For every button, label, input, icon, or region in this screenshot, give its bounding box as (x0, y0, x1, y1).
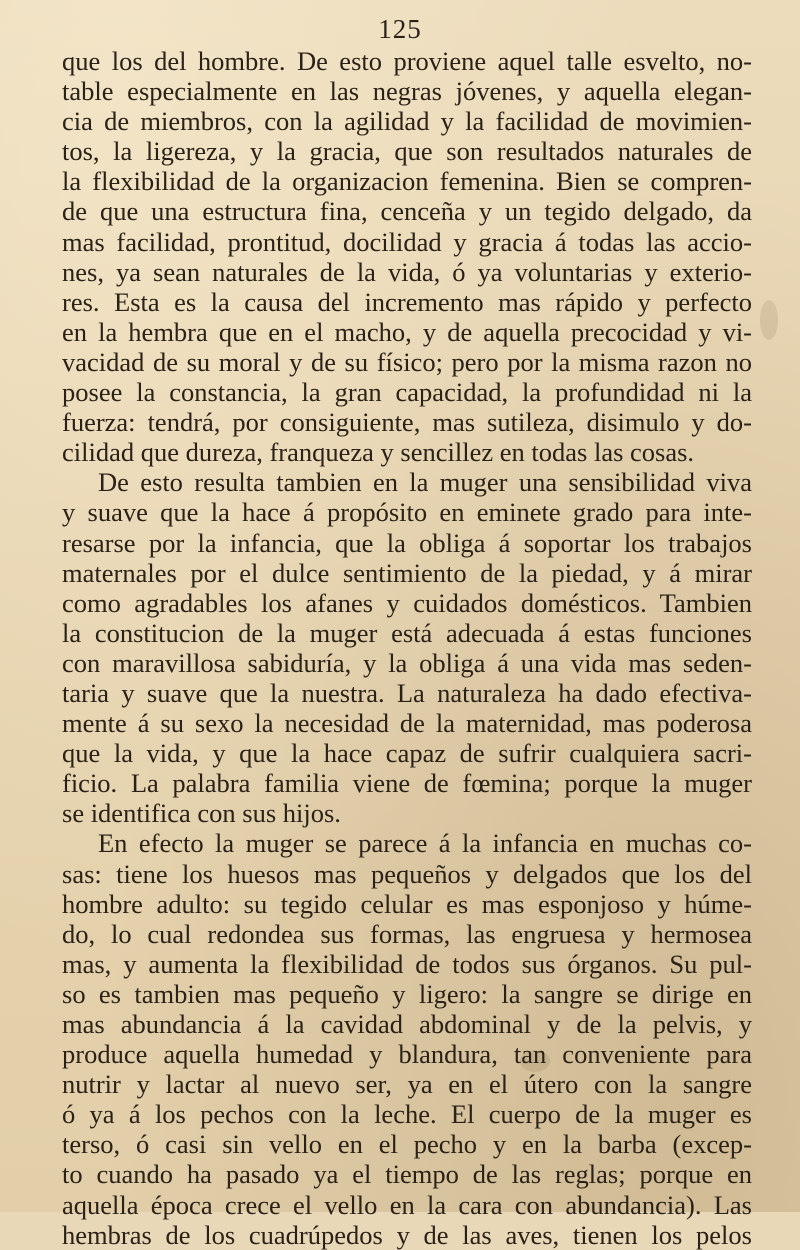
text-line: la constitucion de la muger está adecuada á estas funciones (62, 617, 752, 648)
paragraph-start-line: En efecto la muger se parece á la infancia en muchas co- (98, 828, 752, 859)
text-line: mente á su sexo la necesidad de la maternidad, mas poderosa (62, 708, 752, 739)
text-line: la flexibilidad de la organizacion femenina. Bien se compren- (62, 166, 752, 197)
paragraph-end-line: se identifica con sus hijos. (62, 798, 341, 829)
text-line: posee la constancia, la gran capacidad, la profundidad ni la (62, 377, 752, 408)
text-line: cia de miembros, con la agilidad y la facilidad de movimien- (62, 106, 752, 137)
text-line: aquella época crece el vello en la cara con abundancia). Las (62, 1189, 752, 1220)
paper-stain (760, 300, 778, 340)
text-line: ó ya á los pechos con la leche. El cuerpo de la muger es (62, 1099, 752, 1130)
text-line: taria y suave que la nuestra. La naturaleza ha dado efectiva- (62, 677, 752, 708)
text-line: fuerza: tendrá, por consiguiente, mas sutileza, disimulo y do- (62, 407, 752, 438)
paragraph-start-line: De esto resulta tambien en la muger una sensibilidad viva (98, 467, 752, 498)
text-line: con maravillosa sabiduría, y la obliga á una vida mas seden- (62, 647, 752, 678)
text-line: nes, ya sean naturales de la vida, ó ya voluntarias y exterio- (62, 256, 752, 287)
text-line: y suave que la hace á propósito en eminete grado para inte- (62, 497, 752, 528)
text-line: hembras de los cuadrúpedos y de las aves, tienen los pelos (62, 1219, 752, 1250)
text-line: que la vida, y que la hace capaz de sufrir cualquiera sacri- (62, 738, 752, 769)
text-line: hombre adulto: su tegido celular es mas esponjoso y húme- (62, 888, 752, 919)
text-line: terso, ó casi sin vello en el pecho y en la barba (excep- (62, 1129, 752, 1160)
text-line: resarse por la infancia, que la obliga á soportar los trabajos (62, 527, 752, 558)
text-line: mas abundancia á la cavidad abdominal y de la pelvis, y (62, 1009, 752, 1039)
paragraph-end-line: cilidad que dureza, franqueza y sencillez en todas las cosas. (62, 437, 695, 468)
text-line: mas, y aumenta la flexibilidad de todos sus órganos. Su pul- (62, 948, 752, 979)
text-line: to cuando ha pasado ya el tiempo de las reglas; porque en (62, 1159, 752, 1190)
text-line: maternales por el dulce sentimiento de la piedad, y á mirar (62, 557, 752, 588)
text-line: produce aquella humedad y blandura, tan conveniente para (62, 1039, 752, 1070)
page-number: 125 (378, 14, 422, 44)
text-line: nutrir y lactar al nuevo ser, ya en el útero con la sangre (62, 1069, 752, 1100)
text-line: ficio. La palabra familia viene de fœmina; porque la muger (62, 768, 752, 799)
text-line: tos, la ligereza, y la gracia, que son resultados naturales de (62, 136, 752, 167)
text-line: que los del hombre. De esto proviene aquel talle esvelto, no- (62, 46, 752, 76)
text-line: so es tambien mas pequeño y ligero: la sangre se dirige en (62, 978, 752, 1009)
text-line: en la hembra que en el macho, y de aquella precocidad y vi- (62, 316, 752, 347)
text-line: do, lo cual redondea sus formas, las engruesa y hermosea (62, 918, 752, 949)
text-line: vacidad de su moral y de su físico; pero por la misma razon no (62, 346, 752, 377)
body-text (62, 46, 752, 1250)
text-line: de que una estructura fina, cenceña y un tegido delgado, da (62, 196, 752, 227)
text-line: mas facilidad, prontitud, docilidad y gracia á todas las accio- (62, 226, 752, 257)
text-line: sas: tiene los huesos mas pequeños y delgados que los del (62, 858, 752, 889)
text-line: res. Esta es la causa del incremento mas rápido y perfecto (62, 286, 752, 317)
text-line: table especialmente en las negras jóvenes, y aquella elegan- (62, 76, 752, 107)
text-line: como agradables los afanes y cuidados domésticos. Tambien (62, 587, 752, 618)
